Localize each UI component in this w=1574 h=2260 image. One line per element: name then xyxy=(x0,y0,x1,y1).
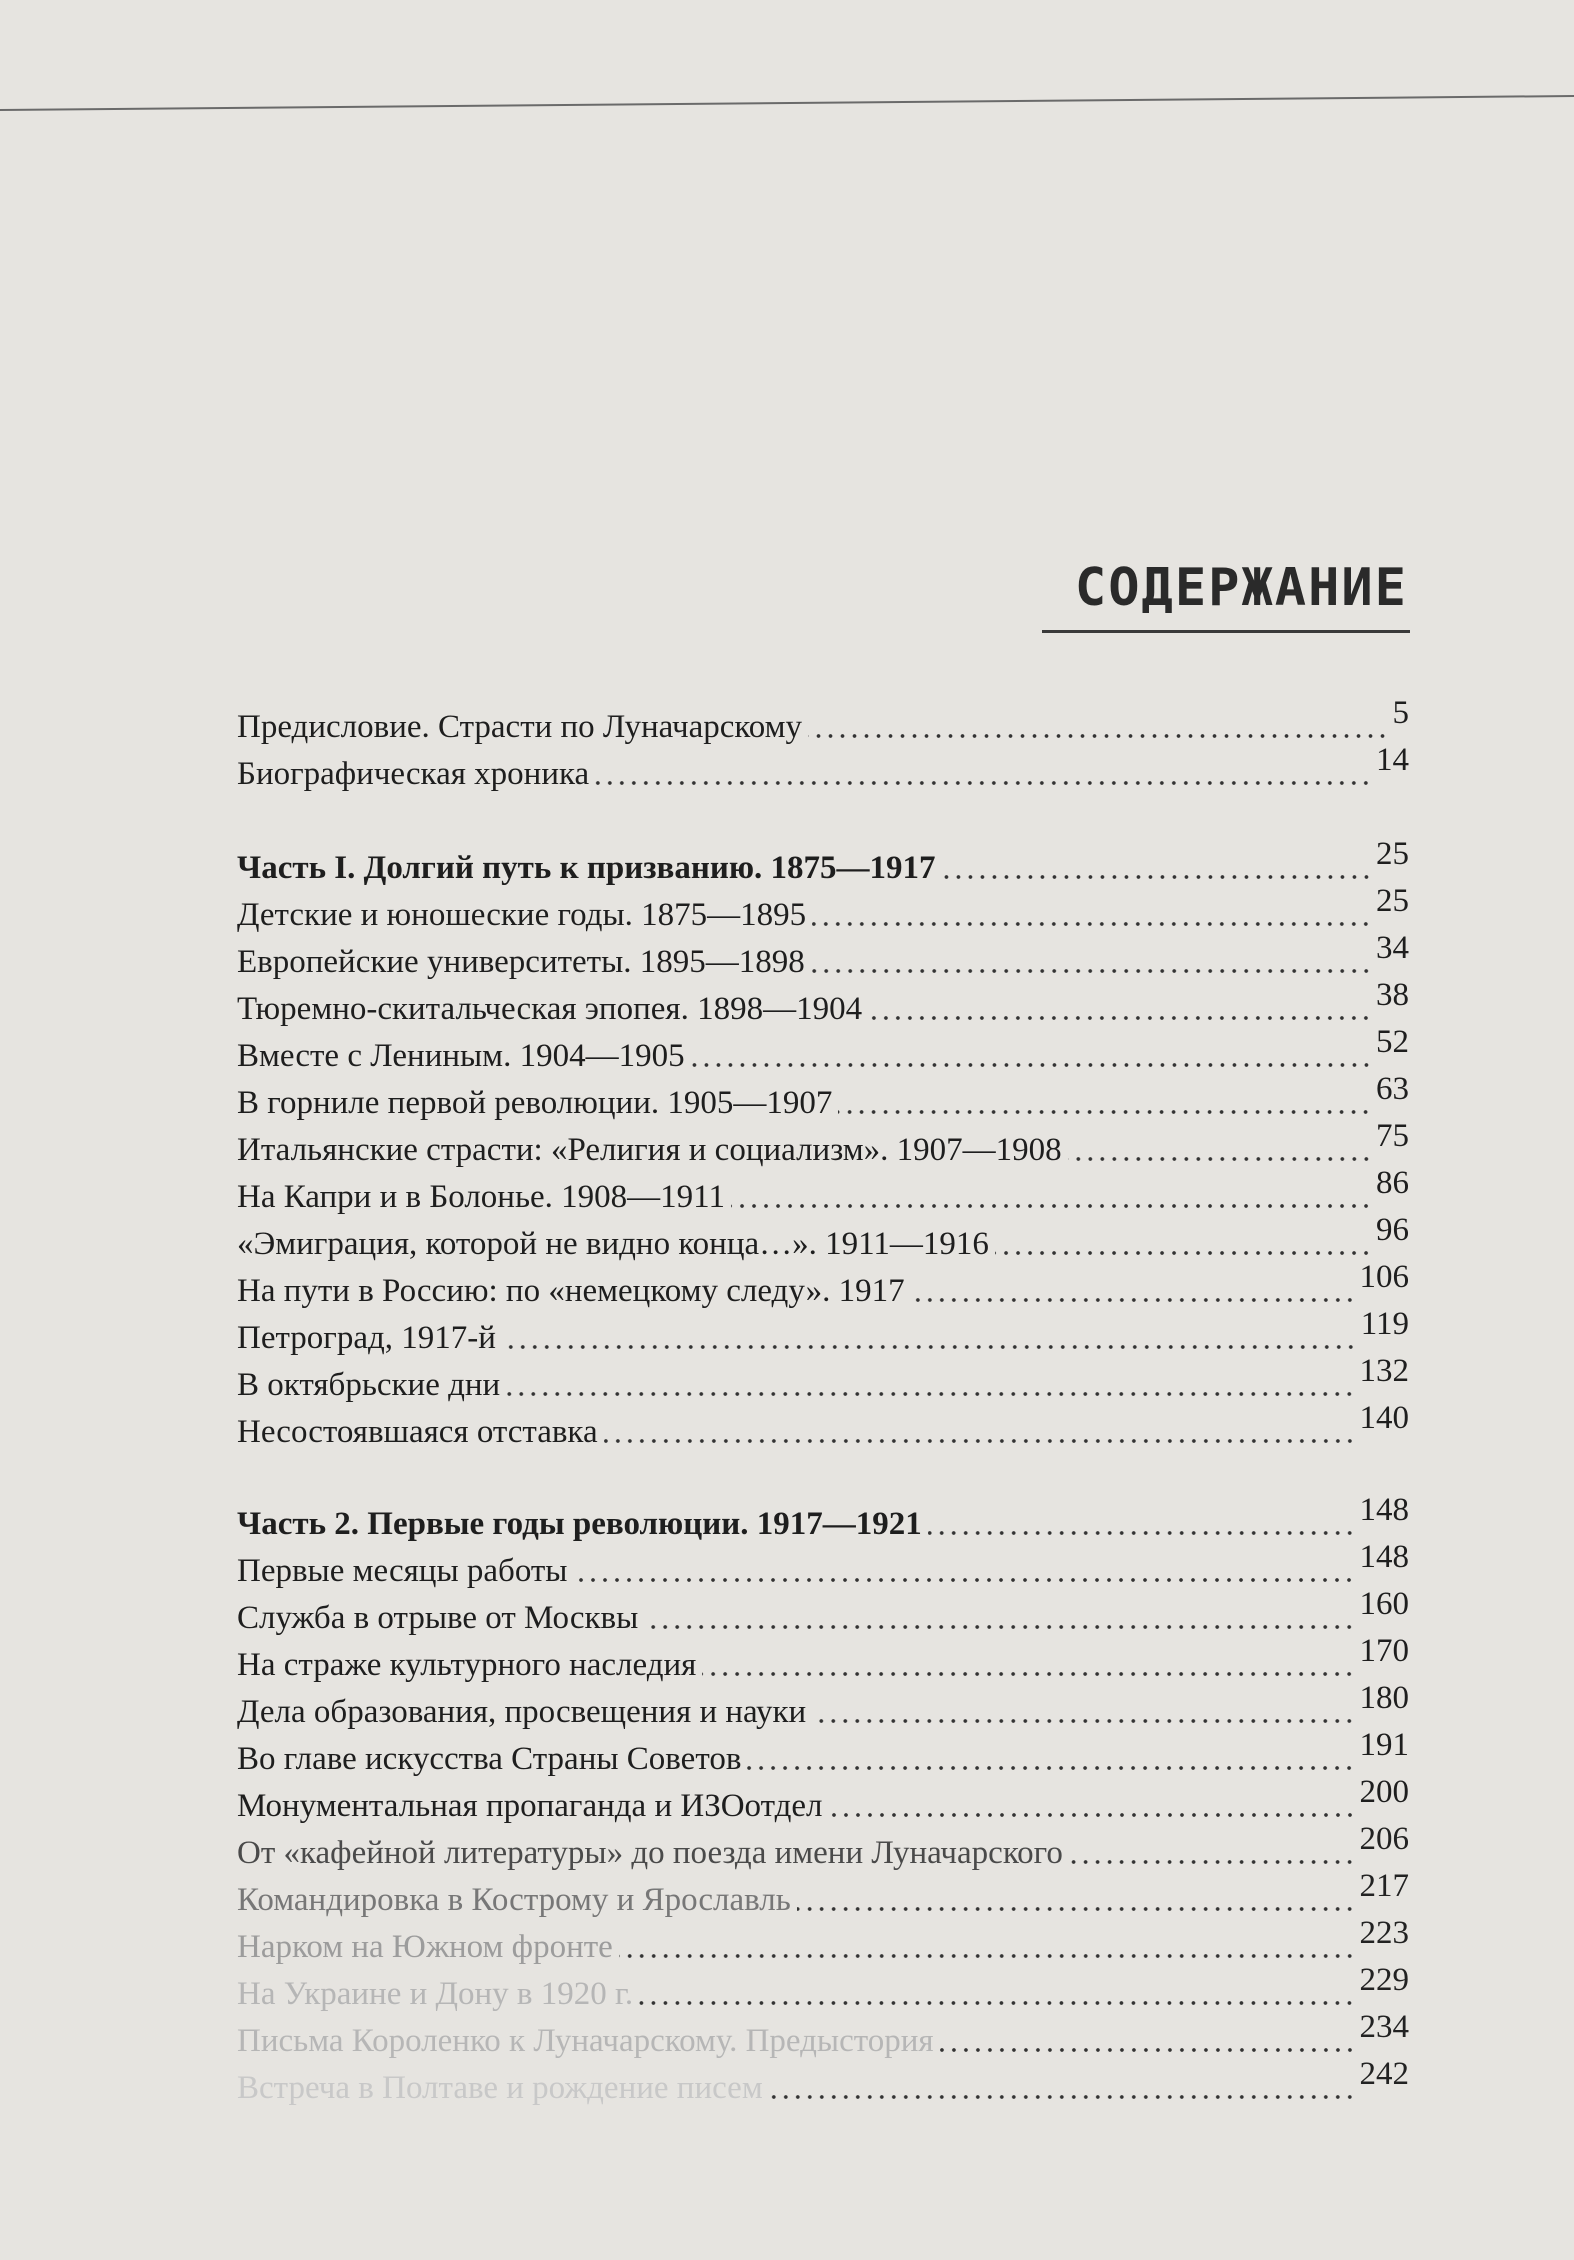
toc-entry[interactable] xyxy=(237,2009,1409,2061)
toc-entry[interactable] xyxy=(237,1633,1409,1685)
toc-entry[interactable] xyxy=(237,1962,1409,2014)
toc-entry[interactable] xyxy=(237,1586,1409,1638)
toc-entry[interactable] xyxy=(237,883,1409,935)
toc-entry-page: 5 xyxy=(1392,695,1409,731)
toc-entry-title: Петроград, 1917-й xyxy=(237,1320,496,1356)
toc-entry-title: От «кафейной литературы» до поезда имени Луначарского xyxy=(237,1835,1063,1871)
toc-entry-title: Часть I. Долгий путь к призванию. 1875—1917 xyxy=(237,850,936,886)
dot-leader xyxy=(747,1765,1355,1771)
toc-entry[interactable] xyxy=(237,1400,1409,1452)
toc-entry[interactable] xyxy=(237,1915,1409,1967)
toc-entry-page: 191 xyxy=(1359,1727,1409,1763)
dot-leader xyxy=(1069,1859,1356,1865)
toc-entry-title: На Капри и в Болонье. 1908—1911 xyxy=(237,1179,725,1215)
toc-entry-title: На пути в Россию: по «немецкому следу». 1917 xyxy=(237,1273,905,1309)
toc-entry-page: 160 xyxy=(1359,1586,1409,1622)
toc-entry[interactable] xyxy=(237,1539,1409,1591)
toc-entry[interactable] xyxy=(237,1353,1409,1405)
toc-entry-page: 180 xyxy=(1359,1680,1409,1716)
dot-leader xyxy=(838,1109,1372,1115)
dot-leader xyxy=(604,1438,1356,1444)
toc-entry[interactable] xyxy=(237,742,1409,794)
toc-entry[interactable] xyxy=(237,1024,1409,1076)
toc-entry-page: 14 xyxy=(1376,742,1409,778)
toc-entry-page: 140 xyxy=(1359,1400,1409,1436)
toc-entry-title: На Украине и Дону в 1920 г. xyxy=(237,1976,634,2012)
dot-leader xyxy=(812,921,1372,927)
toc-entry-title: Биографическая хроника xyxy=(237,756,590,792)
toc-entry-page: 132 xyxy=(1359,1353,1409,1389)
toc-entry-page: 217 xyxy=(1359,1868,1409,1904)
toc-entry-page: 119 xyxy=(1360,1306,1409,1342)
toc-entry-title: Несостоявшаяся отставка xyxy=(237,1414,598,1450)
toc-part-heading[interactable] xyxy=(237,1492,1409,1544)
dot-leader xyxy=(506,1391,1355,1397)
toc-entry-page: 242 xyxy=(1359,2056,1409,2092)
toc-entry-page: 223 xyxy=(1359,1915,1409,1951)
toc-entry[interactable] xyxy=(237,1727,1409,1779)
dot-leader xyxy=(595,780,1372,786)
toc-entry[interactable] xyxy=(237,1165,1409,1217)
toc-entry-page: 38 xyxy=(1376,977,1409,1013)
toc-entry[interactable] xyxy=(237,1821,1409,1873)
toc-entry-page: 25 xyxy=(1376,883,1409,919)
toc-entry-title: Письма Короленко к Луначарскому. Предыстория xyxy=(237,2023,934,2059)
toc-entry[interactable] xyxy=(237,1212,1409,1264)
page-title: СОДЕРЖАНИЕ xyxy=(1074,558,1408,618)
toc-entry-page: 200 xyxy=(1359,1774,1409,1810)
toc-entry-title: В октябрьские дни xyxy=(237,1367,501,1403)
toc-entry[interactable] xyxy=(237,2056,1409,2108)
toc-entry-title: Вместе с Лениным. 1904—1905 xyxy=(237,1038,685,1074)
toc-entry-page: 34 xyxy=(1376,930,1409,966)
dot-leader xyxy=(797,1906,1356,1912)
toc-entry[interactable] xyxy=(237,1680,1409,1732)
dot-leader xyxy=(639,2000,1355,2006)
toc-entry[interactable] xyxy=(237,930,1409,982)
toc-entry-title: Итальянские страсти: «Религия и социализм». 1907—1908 xyxy=(237,1132,1062,1168)
toc-entry-page: 75 xyxy=(1376,1118,1409,1154)
toc-intro xyxy=(237,695,1409,794)
dot-leader xyxy=(619,1953,1356,1959)
toc-entry-title: «Эмиграция, которой не видно конца…». 1911—1916 xyxy=(237,1226,989,1262)
toc-part-1 xyxy=(237,836,1409,1452)
toc-entry-title: Первые месяцы работы xyxy=(237,1553,568,1589)
top-rule xyxy=(0,94,1574,124)
dot-leader xyxy=(911,1297,1356,1303)
dot-leader xyxy=(702,1671,1355,1677)
dot-leader xyxy=(1068,1156,1372,1162)
toc-entry-title: Командировка в Кострому и Ярославль xyxy=(237,1882,791,1918)
toc-entry-page: 106 xyxy=(1359,1259,1409,1295)
toc-entry-title: Детские и юношеские годы. 1875—1895 xyxy=(237,897,807,933)
toc-entry-title: Европейские университеты. 1895—1898 xyxy=(237,944,805,980)
toc-entry[interactable] xyxy=(237,695,1409,747)
dot-leader xyxy=(928,1530,1356,1536)
toc-entry[interactable] xyxy=(237,1306,1409,1358)
toc-entry-page: 96 xyxy=(1376,1212,1409,1248)
toc-entry-title: Монументальная пропаганда и ИЗОотдел xyxy=(237,1788,823,1824)
toc-entry-title: Предисловие. Страсти по Луначарскому xyxy=(237,709,802,745)
dot-leader xyxy=(808,733,1389,739)
toc-entry-title: Часть 2. Первые годы революции. 1917—1921 xyxy=(237,1506,922,1542)
dot-leader xyxy=(829,1812,1356,1818)
toc-entry[interactable] xyxy=(237,1259,1409,1311)
toc-entry-page: 170 xyxy=(1359,1633,1409,1669)
dot-leader xyxy=(731,1203,1372,1209)
toc-entry[interactable] xyxy=(237,977,1409,1029)
toc-entry-page: 229 xyxy=(1359,1962,1409,1998)
toc-entry[interactable] xyxy=(237,1774,1409,1826)
toc-entry-title: Дела образования, просвещения и науки xyxy=(237,1694,807,1730)
dot-leader xyxy=(812,1718,1355,1724)
toc-entry-title: Нарком на Южном фронте xyxy=(237,1929,613,1965)
toc-entry[interactable] xyxy=(237,1071,1409,1123)
dot-leader xyxy=(811,968,1372,974)
toc-entry-page: 206 xyxy=(1359,1821,1409,1857)
toc-entry-title: Служба в отрыве от Москвы xyxy=(237,1600,639,1636)
toc-entry-title: Во главе искусства Страны Советов xyxy=(237,1741,742,1777)
toc-entry-page: 234 xyxy=(1359,2009,1409,2045)
toc-entry-title: В горниле первой революции. 1905—1907 xyxy=(237,1085,833,1121)
toc-entry-title: Встреча в Полтаве и рождение писем xyxy=(237,2070,763,2106)
toc-part-2 xyxy=(237,1492,1409,2108)
toc-entry[interactable] xyxy=(237,1868,1409,1920)
dot-leader xyxy=(868,1015,1372,1021)
dot-leader xyxy=(940,2047,1356,2053)
toc-entry-page: 148 xyxy=(1359,1539,1409,1575)
dot-leader xyxy=(502,1344,1357,1350)
dot-leader xyxy=(573,1577,1355,1583)
toc-entry-page: 148 xyxy=(1359,1492,1409,1528)
toc-part-heading[interactable] xyxy=(237,836,1409,888)
dot-leader xyxy=(995,1250,1372,1256)
title-underline xyxy=(1042,630,1410,633)
toc-entry-page: 63 xyxy=(1376,1071,1409,1107)
dot-leader xyxy=(691,1062,1372,1068)
toc-entry-page: 25 xyxy=(1376,836,1409,872)
toc-entry-page: 52 xyxy=(1376,1024,1409,1060)
toc-entry-title: Тюремно-скитальческая эпопея. 1898—1904 xyxy=(237,991,863,1027)
toc-entry-title: На страже культурного наследия xyxy=(237,1647,697,1683)
toc-entry[interactable] xyxy=(237,1118,1409,1170)
dot-leader xyxy=(942,874,1372,880)
dot-leader xyxy=(644,1624,1355,1630)
toc-entry-page: 86 xyxy=(1376,1165,1409,1201)
dot-leader xyxy=(769,2094,1356,2100)
